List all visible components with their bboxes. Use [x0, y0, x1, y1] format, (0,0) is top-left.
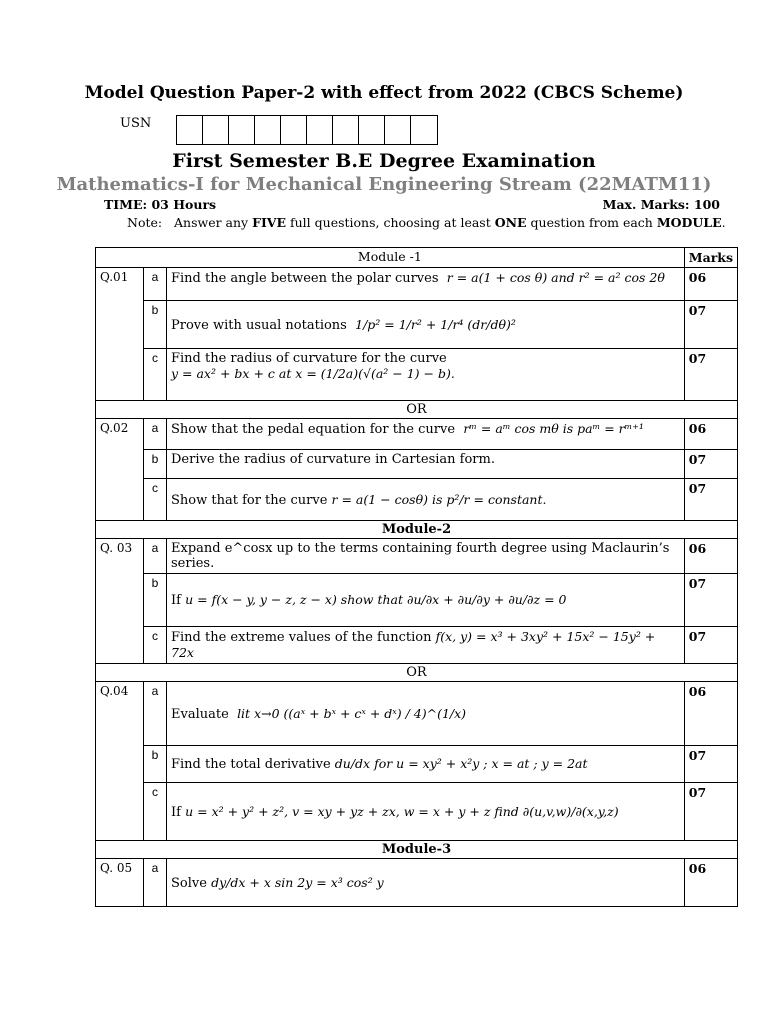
or-label: OR [96, 664, 738, 682]
module-1-heading: Module -1 [96, 248, 685, 268]
usn-box [281, 116, 307, 144]
note-text: Answer any FIVE full questions, choosing at least ONE question from each MODULE. [174, 215, 726, 230]
question-number: Q.02 [96, 419, 144, 521]
question-math: rᵐ = aᵐ cos mθ is paᵐ = rᵐ⁺¹ [463, 421, 644, 436]
question-text: Expand e^cosx up to the terms containing fourth degree using Maclaurin’s series. [171, 541, 670, 571]
max-marks-text: Max. Marks: 100 [602, 197, 720, 212]
marks-value: 07 [684, 574, 737, 627]
table-row [96, 746, 738, 783]
or-row [96, 664, 738, 682]
question-math: u = x² + y² + z², v = xy + yz + zx, w = x + y + z find ∂(u,v,w)/∂(x,y,z) [185, 803, 619, 819]
marks-heading: Marks [684, 248, 737, 268]
question-number: Q.04 [96, 682, 144, 841]
usn-box [307, 116, 333, 144]
table-row [96, 419, 738, 450]
usn-box [411, 116, 437, 144]
sub-label: a [144, 859, 167, 907]
question-text: Evaluate [171, 706, 229, 722]
sub-label: c [144, 349, 167, 401]
or-row [96, 401, 738, 419]
subject-title: Mathematics-I for Mechanical Engineering Stream (22MATM11) [56, 174, 712, 195]
question-number: Q. 03 [96, 539, 144, 664]
question-text: Prove with usual notations [171, 317, 347, 333]
table-row [96, 349, 738, 401]
sub-label: b [144, 301, 167, 349]
sub-label: c [144, 627, 167, 664]
table-row [96, 783, 738, 841]
usn-box [229, 116, 255, 144]
sub-label: a [144, 539, 167, 574]
question-math: r = a(1 − cosθ) is p²/r = constant. [331, 491, 547, 507]
usn-box [177, 116, 203, 144]
marks-value: 06 [684, 539, 737, 574]
table-row [96, 301, 738, 349]
module-header-row [96, 248, 738, 268]
table-row [96, 682, 738, 746]
marks-value: 07 [684, 479, 737, 521]
exam-title: First Semester B.E Degree Examination [172, 150, 596, 172]
usn-box [203, 116, 229, 144]
table-row [96, 859, 738, 907]
sub-label: b [144, 450, 167, 479]
question-text: Show that the pedal equation for the curve [171, 422, 456, 437]
question-text: Find the angle between the polar curves [171, 271, 439, 286]
question-table [95, 247, 738, 907]
sub-label: b [144, 746, 167, 783]
module-2-heading: Module-2 [96, 521, 738, 539]
table-row [96, 450, 738, 479]
question-text: Find the total derivative [171, 757, 331, 772]
question-math: lit x→0 ((aˣ + bˣ + cˣ + dˣ) / 4)^(1/x) [237, 705, 467, 721]
table-row [96, 268, 738, 301]
module-row [96, 521, 738, 539]
question-number: Q. 05 [96, 859, 144, 907]
question-text: Derive the radius of curvature in Cartesian form. [171, 452, 495, 467]
usn-box [359, 116, 385, 144]
marks-value: 06 [684, 419, 737, 450]
marks-value: 07 [684, 450, 737, 479]
module-3-heading: Module-3 [96, 841, 738, 859]
question-number: Q.01 [96, 268, 144, 401]
sub-label: a [144, 419, 167, 450]
marks-value: 07 [684, 746, 737, 783]
sub-label: b [144, 574, 167, 627]
marks-value: 06 [684, 859, 737, 907]
question-math: y = ax² + bx + c at x = (1/2a)(√(a² − 1) − b). [171, 366, 455, 381]
question-math: r = a(1 + cos θ) and r² = a² cos 2θ [446, 270, 665, 285]
question-math: du/dx for u = xy² + x²y ; x = at ; y = 2at [334, 756, 588, 771]
marks-value: 06 [684, 268, 737, 301]
question-text: Find the extreme values of the function [171, 630, 432, 645]
sub-label: c [144, 479, 167, 521]
sub-label: c [144, 783, 167, 841]
question-text: Solve [171, 875, 207, 891]
question-math: f(x, y) = x³ + 3xy² + 15x² − 15y² + 72x [171, 629, 656, 660]
paper-title: Model Question Paper-2 with effect from 2022 (CBCS Scheme) [84, 83, 684, 103]
marks-value: 07 [684, 301, 737, 349]
table-row [96, 574, 738, 627]
usn-box [385, 116, 411, 144]
table-row [96, 539, 738, 574]
marks-value: 06 [684, 682, 737, 746]
usn-box [255, 116, 281, 144]
question-math: 1/p² = 1/r² + 1/r⁴ (dr/dθ)² [355, 316, 516, 332]
table-row [96, 627, 738, 664]
question-text: Show that for the curve [171, 492, 328, 508]
sub-label: a [144, 682, 167, 746]
usn-label: USN [120, 116, 152, 131]
question-math: u = f(x − y, y − z, z − x) show that ∂u/∂x + ∂u/∂y + ∂u/∂z = 0 [185, 592, 567, 607]
question-text: If [171, 804, 181, 820]
question-text: If [171, 593, 181, 608]
time-text: TIME: 03 Hours [104, 197, 217, 212]
table-row [96, 479, 738, 521]
marks-value: 07 [684, 349, 737, 401]
or-label: OR [96, 401, 738, 419]
sub-label: a [144, 268, 167, 301]
question-math: dy/dx + x sin 2y = x³ cos² y [211, 874, 384, 890]
note-label: Note: [127, 215, 163, 230]
usn-box [333, 116, 359, 144]
usn-boxes [176, 115, 438, 145]
question-text: Find the radius of curvature for the curve [171, 351, 447, 366]
module-row [96, 841, 738, 859]
marks-value: 07 [684, 783, 737, 841]
marks-value: 07 [684, 627, 737, 664]
